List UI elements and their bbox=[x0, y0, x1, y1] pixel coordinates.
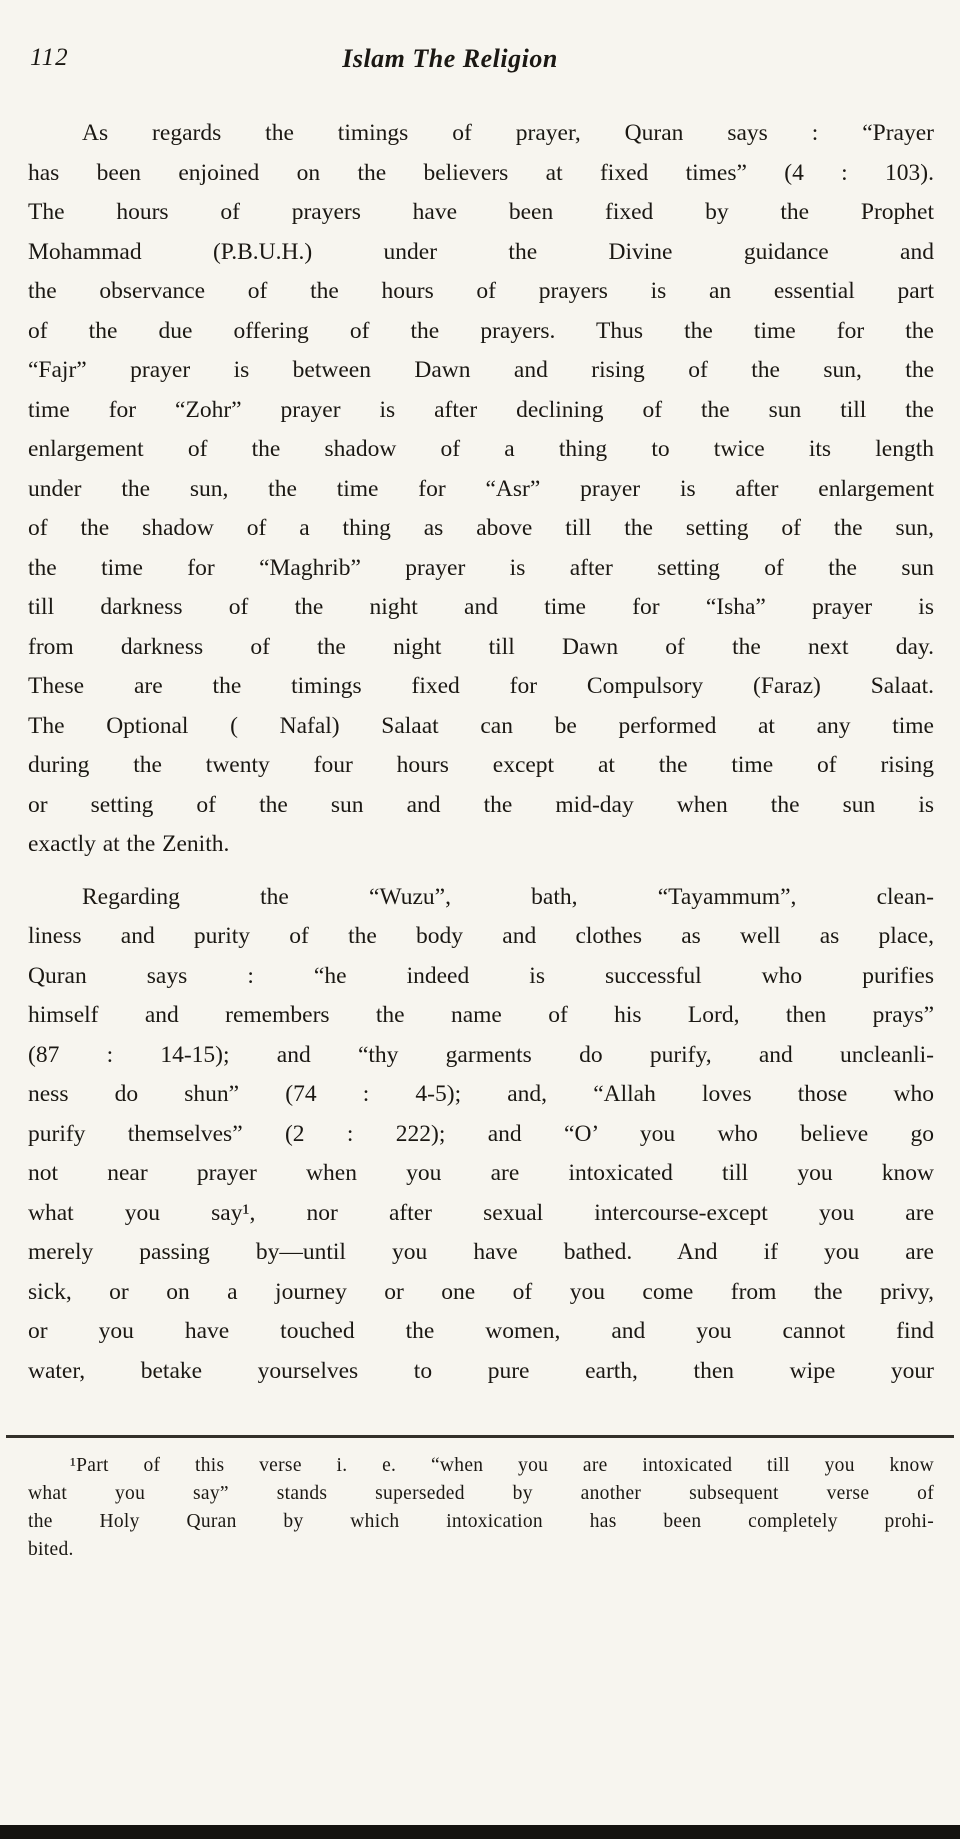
text-line: sick, or on a journey or one of you come from the privy, bbox=[28, 1278, 934, 1305]
text-line: purify themselves” (2 : 222); and “O’ you who believe go bbox=[28, 1120, 934, 1147]
text-line: bited. bbox=[28, 1539, 74, 1560]
paragraph-wuzu-purity bbox=[28, 878, 934, 1392]
text-line: ¹Part of this verse i. e. “when you are intoxicated till you know bbox=[70, 1455, 934, 1476]
text-line: Quran says : “he indeed is successful who purifies bbox=[28, 962, 934, 989]
text-line: The Optional ( Nafal) Salaat can be performed at any time bbox=[28, 712, 934, 739]
text-line: The hours of prayers have been fixed by the Prophet bbox=[28, 199, 934, 225]
text-line: enlargement of the shadow of a thing to twice its length bbox=[28, 436, 934, 462]
text-line: has been enjoined on the believers at fixed times” (4 : 103). bbox=[28, 159, 934, 186]
text-line: from darkness of the night till Dawn of the next day. bbox=[28, 633, 934, 660]
paragraph-prayer-timings bbox=[28, 114, 934, 865]
text-line: Regarding the “Wuzu”, bath, “Tayammum”, clean- bbox=[82, 883, 934, 910]
text-line: under the sun, the time for “Asr” prayer is after enlargement bbox=[28, 475, 934, 502]
text-line: what you say¹, nor after sexual intercourse-except you are bbox=[28, 1199, 934, 1226]
text-line: exactly at the Zenith. bbox=[28, 831, 230, 857]
text-line: As regards the timings of prayer, Quran says : “Prayer bbox=[82, 120, 934, 146]
text-line: the time for “Maghrib” prayer is after setting of the sun bbox=[28, 554, 934, 581]
text-line: or you have touched the women, and you cannot find bbox=[28, 1318, 934, 1344]
text-line: during the twenty four hours except at the time of rising bbox=[28, 752, 934, 778]
page-header bbox=[30, 44, 930, 78]
text-line: or setting of the sun and the mid-day when the sun is bbox=[28, 791, 934, 818]
text-line: time for “Zohr” prayer is after declining of the sun till the bbox=[28, 396, 934, 423]
text-line: ness do shun” (74 : 4-5); and, “Allah loves those who bbox=[28, 1081, 934, 1107]
text-line: not near prayer when you are intoxicated till you know bbox=[28, 1160, 934, 1186]
text-line: merely passing by—until you have bathed. And if you are bbox=[28, 1239, 934, 1265]
text-line: the Holy Quran by which intoxication has been completely prohi- bbox=[28, 1511, 934, 1532]
page-number: 112 bbox=[30, 44, 69, 71]
text-line: water, betake yourselves to pure earth, then wipe your bbox=[28, 1357, 934, 1384]
footnote bbox=[28, 1452, 934, 1564]
page-title: Islam The Religion bbox=[342, 44, 558, 73]
text-line: These are the timings fixed for Compulsory (Faraz) Salaat. bbox=[28, 673, 934, 699]
text-line: liness and purity of the body and clothes as well as place, bbox=[28, 923, 934, 949]
text-line: Mohammad (P.B.U.H.) under the Divine guidance and bbox=[28, 238, 934, 265]
text-line: the observance of the hours of prayers is an essential part bbox=[28, 278, 934, 304]
text-line: (87 : 14-15); and “thy garments do purify, and uncleanli- bbox=[28, 1041, 934, 1068]
footnote-divider bbox=[6, 1435, 954, 1438]
scan-edge-bar bbox=[0, 1825, 960, 1839]
body-text bbox=[28, 114, 934, 1391]
text-line: “Fajr” prayer is between Dawn and rising of the sun, the bbox=[28, 357, 934, 383]
text-line: himself and remembers the name of his Lord, then prays” bbox=[28, 1002, 934, 1028]
text-line: of the shadow of a thing as above till the setting of the sun, bbox=[28, 515, 934, 541]
text-line: what you say” stands superseded by another subsequent verse of bbox=[28, 1483, 934, 1504]
text-line: till darkness of the night and time for “Isha” prayer is bbox=[28, 594, 934, 620]
text-line: of the due offering of the prayers. Thus the time for the bbox=[28, 317, 934, 344]
